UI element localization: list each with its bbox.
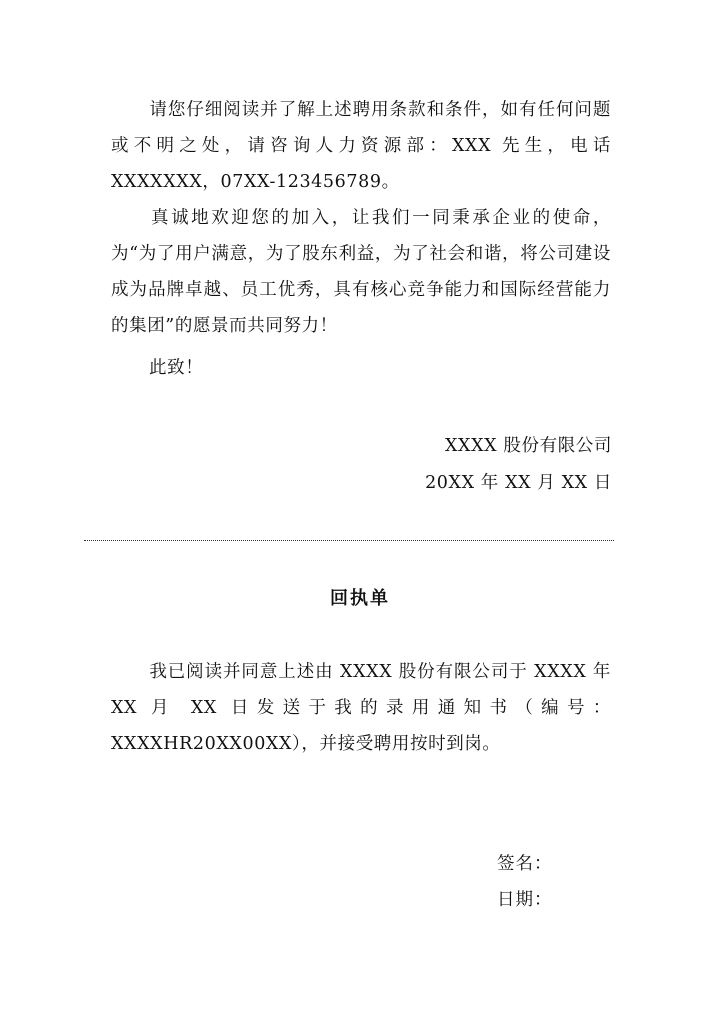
- inquiry-paragraph: [111, 92, 611, 200]
- signature-label: 签名：: [497, 854, 553, 874]
- closing-salutation: [111, 350, 611, 386]
- dotted-divider: [84, 540, 614, 541]
- closing-salutation-text: 此致！: [149, 358, 204, 378]
- receipt-body: [111, 654, 611, 762]
- welcome-paragraph: [111, 200, 611, 344]
- receipt-title: 回执单: [330, 588, 390, 609]
- company-name: XXXX 股份有限公司: [445, 436, 612, 456]
- inquiry-paragraph-text: 请您仔细阅读并了解上述聘用条款和条件，如有任何问题或不明之处，请咨询人力资源部：XXX 先生，电话 XXXXXXX，07XX-123456789。: [111, 100, 611, 192]
- receipt-body-text: 我已阅读并同意上述由 XXXX 股份有限公司于 XXXX 年 XX 月 XX 日发送于我的录用通知书（编号：XXXXHR20XX00XX），并接受聘用按时到岗。: [111, 662, 611, 754]
- welcome-paragraph-text: 真诚地欢迎您的加入，让我们一同秉承企业的使命，为“为了用户满意，为了股东利益，为了社会和谐，将公司建设成为品牌卓越、员工优秀，具有核心竞争能力和国际经营能力的集团”的愿景而共同努力！: [111, 208, 611, 336]
- letter-date: 20XX 年 XX 月 XX 日: [425, 473, 612, 493]
- date-label: 日期：: [497, 890, 553, 910]
